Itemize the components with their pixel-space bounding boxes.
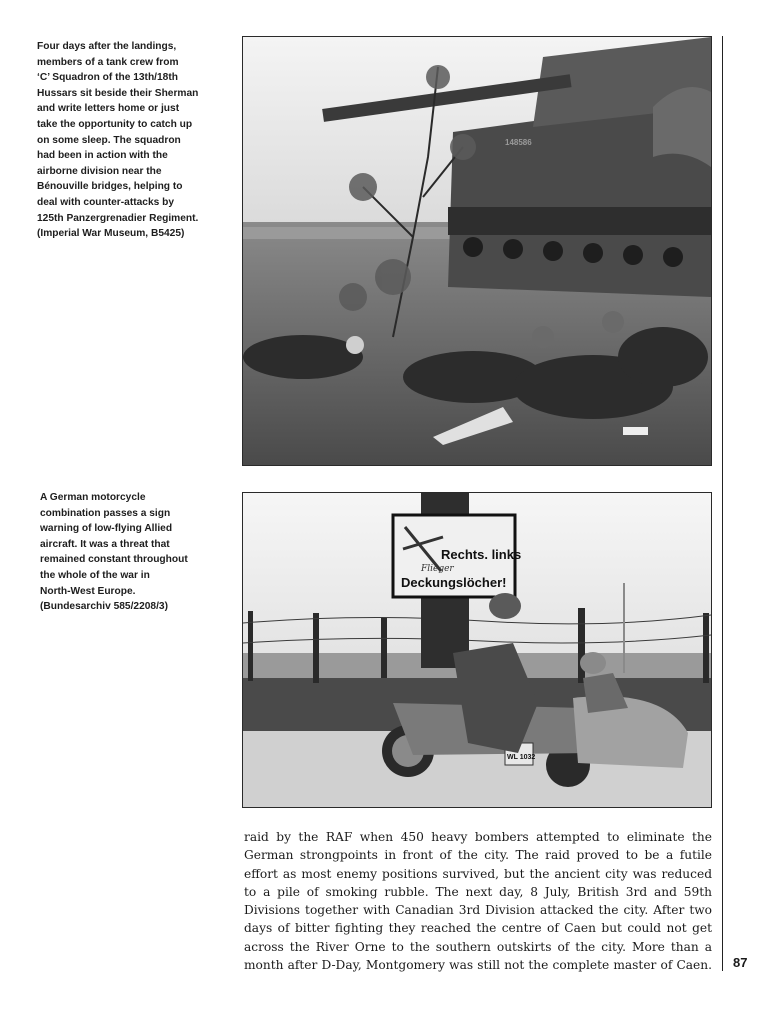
photo-caption-tank-crew: Four days after the landings, members of a tank crew from ‘C’ Squadron of the 13th/18th Hussars sit beside their Sherman and write letters home or just take the opportunity to catch up on some sleep. The squadron had been in action with the airborne division near the Bénouville bridges, helping to deal with counter-attacks by 125th Panzergrenadier Regiment. (Imperial War Museum, B5425) <box>37 41 199 240</box>
motorcycle-illustration <box>243 493 711 807</box>
page-number: 87 <box>733 955 748 970</box>
tank-crew-illustration <box>243 37 711 465</box>
sign-line-3: Deckungslöcher! <box>401 575 507 590</box>
body-text: raid by the RAF when 450 heavy bombers attempted to eliminate the German strongpoints in front of the city. The raid proved to be a futile effort as most enemy positions survived, but the ancient city was reduced to a pile of smoking rubble. The next day, 8 July, British 3rd and 59th Divisions together with Canadian 3rd Division attacked the city. After two days of bitter fighting they reached the centre of Caen but could not get across the River Orne to the southern outskirts of the city. More than a month after D-Day, Montgomery was still not the complete master of Caen. <box>244 830 712 973</box>
sign-line-1: Rechts. links <box>441 547 522 562</box>
photo-motorcycle <box>242 492 712 808</box>
tank-marking: 148586 <box>505 138 532 147</box>
warning-sign <box>393 515 521 597</box>
license-plate: WL 1032 <box>507 754 536 761</box>
photo-tank-crew <box>242 36 712 466</box>
column-rule <box>722 36 723 971</box>
sign-line-2: Flieger <box>421 564 454 574</box>
photo-caption-motorcycle: A German motorcycle combination passes a sign warning of low-flying Allied aircraft. It was a threat that remained constant throughout the whole of the war in North-West Europe. (Bundesarchiv 585/2208/3) <box>40 492 188 613</box>
